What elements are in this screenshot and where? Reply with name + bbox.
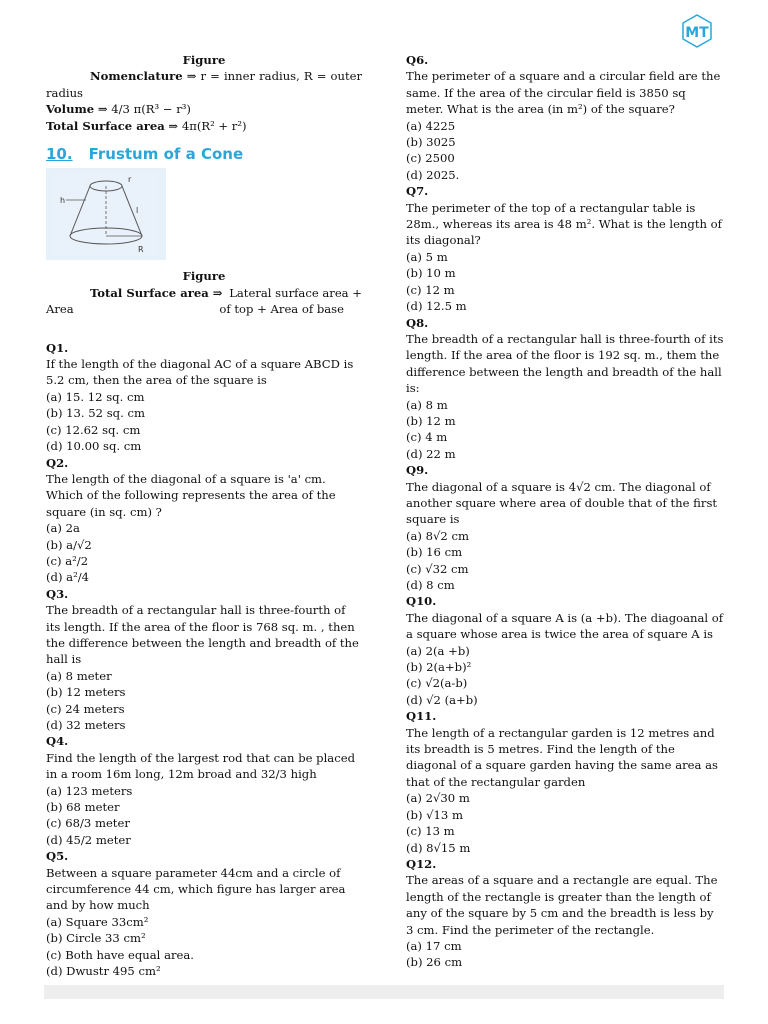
question-number: Q5.	[46, 849, 69, 864]
answer-option: (d) 32 meters	[46, 718, 126, 732]
question-block	[46, 455, 362, 586]
answer-option: (c) 4 m	[406, 430, 448, 445]
left-question-list	[46, 340, 362, 980]
question-text: The perimeter of the top of a rectangular table is 28m., whereas its area is 48 m². What is the length of its diagonal?	[406, 200, 722, 248]
answer-option: (d) a²/4	[46, 570, 89, 585]
question-block	[406, 856, 724, 971]
answer-option: (c) 13 m	[406, 824, 455, 839]
answer-option: (a) 4225	[406, 118, 456, 133]
answer-option: (a) 8 m	[406, 397, 448, 412]
question-block	[406, 315, 724, 463]
answer-option: (d) 12.5 m	[406, 299, 467, 314]
question-text: The diagonal of a square A is (a +b). The diagoanal of a square whose area is twice the area of square A is	[406, 610, 724, 642]
answer-option: (a) 2a	[46, 521, 80, 536]
volume-formula: ⇒ 4/3 π(R³ − r³)	[97, 102, 191, 117]
answer-option: (d) 2025.	[406, 167, 460, 182]
question-text: Find the length of the largest rod that can be placed in a room 16m long, 12m broad and 32/3 high	[46, 750, 355, 782]
answer-option: (a) 8√2 cm	[406, 528, 469, 543]
svg-text:l: l	[136, 206, 139, 216]
question-number: Q4.	[46, 734, 69, 749]
page-footer-bar	[44, 985, 724, 999]
frustum-figure	[46, 168, 166, 260]
answer-option: (b) 12 m	[406, 413, 456, 428]
question-block	[46, 340, 362, 455]
answer-option: (c) √32 cm	[406, 561, 469, 576]
frustum-tsa	[46, 285, 362, 301]
answer-option: (c) a²/2	[46, 553, 89, 568]
answer-option: (c) 12 m	[406, 282, 455, 297]
answer-option: (b) 12 meters	[46, 685, 126, 700]
tsa-formula: ⇒ 4π(R² + r²)	[168, 118, 247, 133]
question-number: Q8.	[406, 315, 429, 330]
answer-option: (a) 5 m	[406, 249, 448, 264]
answer-option: (b) 16 cm	[406, 545, 463, 560]
question-block	[46, 848, 362, 979]
answer-option: (d) 22 m	[406, 446, 456, 461]
answer-option: (d) 45/2 meter	[46, 832, 131, 847]
frustum-tsa-text-b: of top + Area of base	[219, 302, 344, 317]
volume-label: Volume	[46, 102, 95, 117]
question-block	[406, 708, 724, 856]
svg-text:R: R	[138, 245, 144, 255]
answer-option: (d) 10.00 sq. cm	[46, 439, 142, 454]
answer-option: (a) 17 cm	[406, 938, 462, 953]
frustum-tsa-area: Area	[46, 302, 74, 317]
question-block	[46, 733, 362, 848]
answer-option: (b) Circle 33 cm²	[46, 931, 146, 946]
volume-line	[46, 101, 362, 117]
nomenclature	[46, 68, 362, 101]
answer-option: (b) 3025	[406, 135, 456, 150]
section-title: Frustum of a Cone	[88, 145, 244, 164]
question-number: Q6.	[406, 53, 429, 67]
answer-option: (c) √2(a-b)	[406, 676, 468, 691]
question-number: Q9.	[406, 463, 429, 478]
question-block	[406, 593, 724, 708]
answer-option: (a) 2√30 m	[406, 791, 470, 806]
nomenclature-label: Nomenclature	[90, 69, 183, 84]
figure-caption: Figure	[182, 53, 226, 67]
question-text: The length of the diagonal of a square is 'a' cm. Which of the following represents the area of the square (in sq. cm) ?	[46, 471, 336, 519]
frustum-tsa-label: Total Surface area ⇒	[90, 285, 223, 300]
question-number: Q11.	[406, 709, 437, 724]
frustum-diagram	[46, 168, 166, 260]
question-text: The length of a rectangular garden is 12 metres and its breadth is 5 metres. Find the length of the diagonal of a square garden having the same area as that of the rectangular garden	[406, 725, 718, 789]
question-text: The perimeter of a square and a circular field are the same. If the area of the circular field is 3850 sq meter. What is the area (in m²) of the square?	[406, 69, 721, 117]
question-text: Between a square parameter 44cm and a circle of circumference 44 cm, which figure has larger area and by how much	[46, 865, 346, 913]
answer-option: (d) Dwustr 495 cm²	[46, 964, 161, 979]
answer-option: (b) 26 cm	[406, 955, 463, 970]
tsa-line	[46, 118, 362, 134]
answer-option: (c) 24 meters	[46, 701, 125, 716]
question-number: Q12.	[406, 856, 437, 871]
right-column	[406, 52, 724, 971]
figure-caption-2: Figure	[182, 269, 226, 284]
answer-option: (b) a/√2	[46, 537, 92, 552]
answer-option: (d) 8√15 m	[406, 840, 471, 855]
tsa-label: Total Surface area	[46, 118, 165, 133]
answer-option: (c) Both have equal area.	[46, 947, 194, 962]
question-block	[406, 462, 724, 593]
brand-logo	[680, 14, 714, 48]
question-text: If the length of the diagonal AC of a square ABCD is 5.2 cm, then the area of the square is	[46, 357, 354, 388]
answer-option: (b) √13 m	[406, 807, 463, 822]
section-heading	[46, 146, 362, 162]
frustum-tsa-text-a: Lateral surface area +	[229, 285, 362, 300]
answer-option: (c) 68/3 meter	[46, 816, 130, 831]
answer-option: (d) √2 (a+b)	[406, 692, 478, 707]
answer-option: (b) 68 meter	[46, 800, 120, 815]
svg-text:r: r	[128, 175, 132, 185]
question-number: Q1.	[46, 340, 69, 355]
answer-option: (b) 13. 52 sq. cm	[46, 406, 145, 421]
question-number: Q3.	[46, 586, 69, 601]
svg-text:MT: MT	[685, 25, 709, 41]
question-text: The breadth of a rectangular hall is three-fourth of its length. If the area of the floor is 768 sq. m. , then the difference between the length and breadth of the hall is	[46, 603, 359, 667]
section-number: 10.	[46, 145, 73, 164]
svg-text:h: h	[60, 196, 66, 206]
question-text: The breadth of a rectangular hall is three-fourth of its length. If the area of the floor is 192 sq. m., them the difference between the length and breadth of the hall is:	[406, 331, 724, 396]
answer-option: (a) Square 33cm²	[46, 914, 149, 929]
question-number: Q2.	[46, 455, 69, 470]
question-text: The diagonal of a square is 4√2 cm. The diagonal of another square where area of double that of the first square is	[406, 479, 718, 527]
answer-option: (a) 123 meters	[46, 783, 133, 798]
question-text: The areas of a square and a rectangle are equal. The length of the rectangle is greater than the length of any of the square by 5 cm and the breadth is less by 3 cm. Find the perimeter of the rectangle.	[406, 873, 718, 937]
question-block	[406, 183, 724, 314]
question-number: Q7.	[406, 184, 429, 199]
answer-option: (b) 2(a+b)²	[406, 660, 472, 675]
answer-option: (a) 8 meter	[46, 668, 112, 683]
answer-option: (d) 8 cm	[406, 578, 455, 592]
frustum-tsa-2	[46, 301, 362, 317]
answer-option: (a) 2(a +b)	[406, 643, 470, 658]
nomenclature-text: ⇒ r = inner radius, R = outer radius	[46, 69, 363, 100]
answer-option: (c) 12.62 sq. cm	[46, 422, 141, 437]
question-number: Q10.	[406, 594, 437, 609]
question-block	[406, 52, 724, 183]
right-question-list	[406, 52, 724, 971]
answer-option: (a) 15. 12 sq. cm	[46, 389, 145, 404]
answer-option: (c) 2500	[406, 151, 455, 166]
answer-option: (b) 10 m	[406, 266, 456, 281]
left-column	[46, 52, 362, 980]
question-block	[46, 586, 362, 734]
